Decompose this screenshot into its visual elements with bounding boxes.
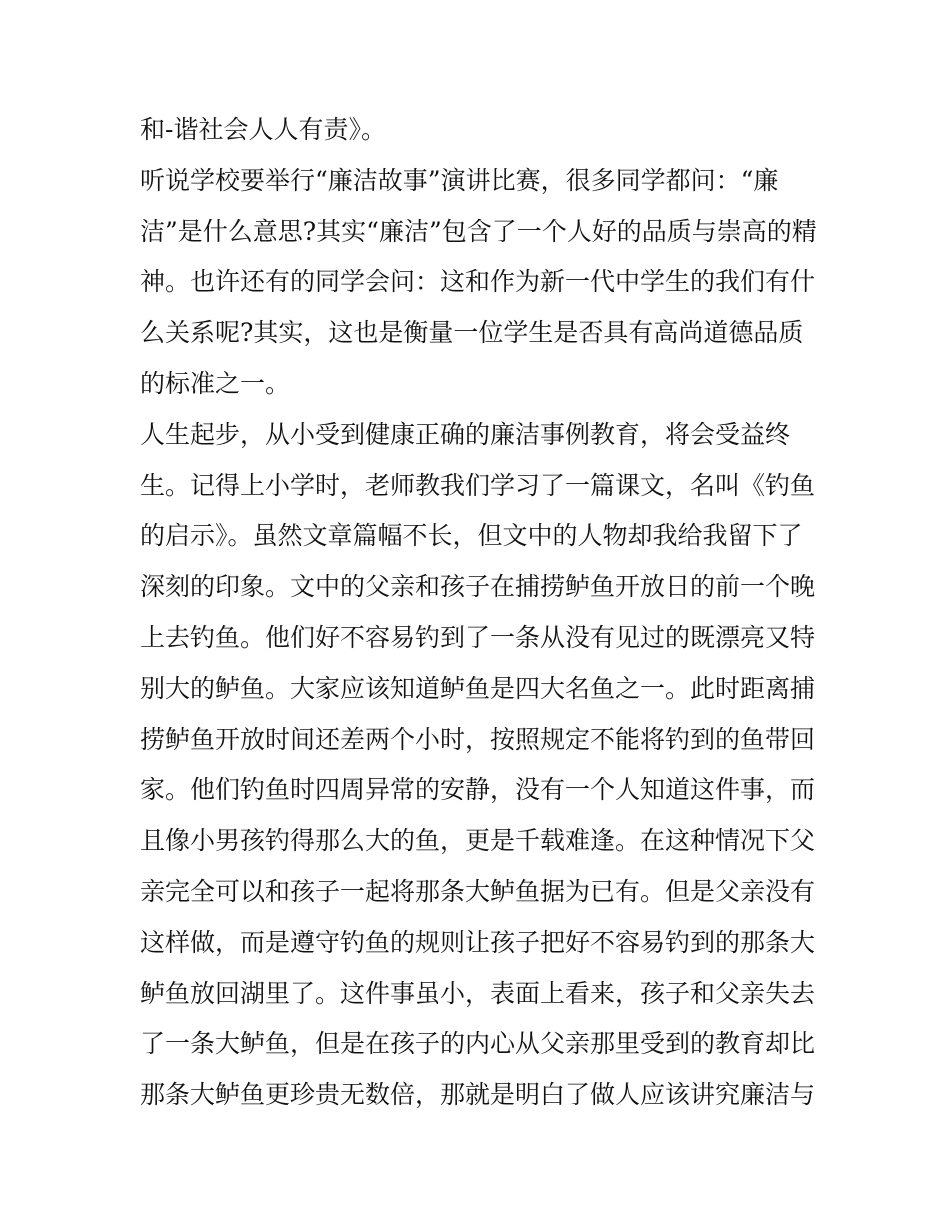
text-line: 别大的鲈鱼。大家应该知道鲈鱼是四大名鱼之一。此时距离捕 bbox=[140, 673, 816, 703]
text-line: 上去钓鱼。他们好不容易钓到了一条从没有见过的既漂亮又特 bbox=[140, 622, 816, 652]
text-line: 家。他们钓鱼时四周异常的安静，没有一个人知道这件事，而 bbox=[140, 775, 816, 805]
text-line: 了一条大鲈鱼，但是在孩子的内心从父亲那里受到的教育却比 bbox=[140, 1029, 816, 1059]
text-line: 人生起步，从小受到健康正确的廉洁事例教育，将会受益终 bbox=[140, 419, 791, 449]
text-line: 捞鲈鱼开放时间还差两个小时，按照规定不能将钓到的鱼带回 bbox=[140, 724, 816, 754]
text-line: 洁”是什么意思?其实“廉洁”包含了一个人好的品质与崇高的精 bbox=[140, 216, 817, 246]
text-line: 听说学校要举行“廉洁故事”演讲比赛，很多同学都问：“廉 bbox=[140, 165, 779, 195]
text-line: 神。也许还有的同学会问：这和作为新一代中学生的我们有什 bbox=[140, 267, 816, 297]
text-line: 这样做，而是遵守钓鱼的规则让孩子把好不容易钓到的那条大 bbox=[140, 927, 816, 957]
text-line: 的启示》。虽然文章篇幅不长，但文中的人物却我给我留下了 bbox=[140, 521, 803, 551]
text-line: 生。记得上小学时，老师教我们学习了一篇课文，名叫《钓鱼 bbox=[140, 470, 816, 500]
text-line: 亲完全可以和孩子一起将那条大鲈鱼据为已有。但是父亲没有 bbox=[140, 876, 816, 906]
text-line: 么关系呢?其实，这也是衡量一位学生是否具有高尚道德品质 bbox=[140, 318, 804, 348]
text-line: 深刻的印象。文中的父亲和孩子在捕捞鲈鱼开放日的前一个晚 bbox=[140, 572, 816, 602]
text-line: 鲈鱼放回湖里了。这件事虽小，表面上看来，孩子和父亲失去 bbox=[140, 978, 816, 1008]
text-line: 且像小男孩钓得那么大的鱼，更是千载难逢。在这种情况下父 bbox=[140, 826, 816, 856]
text-line: 那条大鲈鱼更珍贵无数倍，那就是明白了做人应该讲究廉洁与 bbox=[140, 1080, 816, 1110]
text-line: 的标准之一。 bbox=[140, 368, 291, 398]
body-text bbox=[140, 112, 820, 1128]
text-line: 和-谐社会人人有责》。 bbox=[140, 115, 386, 144]
